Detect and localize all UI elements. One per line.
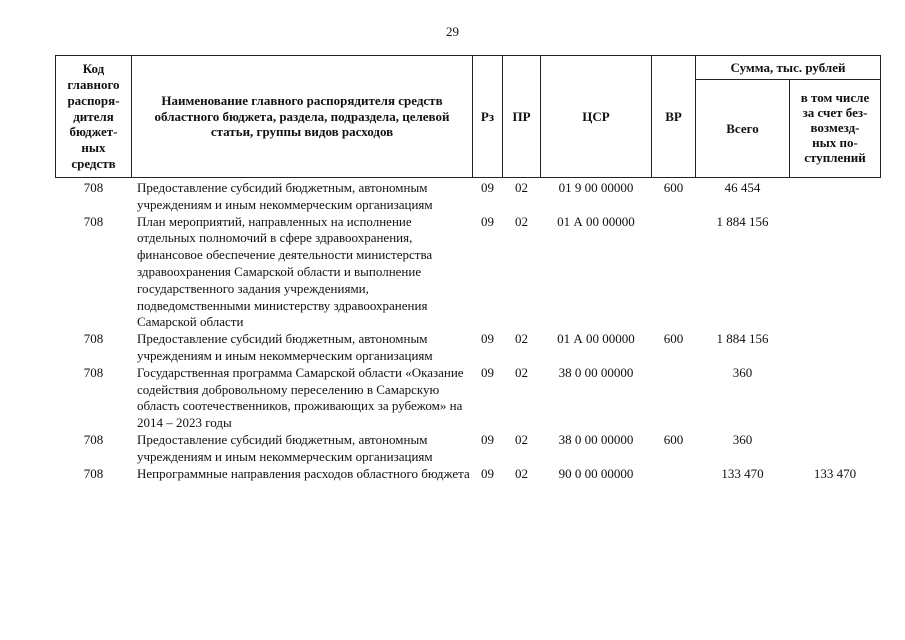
row-total: 1 884 156: [716, 331, 769, 347]
row-csr: 01 9 00 00000: [558, 180, 634, 195]
row-free: 133 470: [813, 465, 857, 481]
row-pr: 02: [515, 364, 528, 380]
row-total: 360: [732, 431, 753, 447]
table-body: [55, 180, 881, 482]
header-sum-cell: [695, 55, 881, 80]
header-vr-label: ВР: [665, 108, 682, 124]
header-total-label: Всего: [726, 120, 759, 136]
header-name-label: Наименование главного распорядителя средств областного бюджета, раздела, подраздела, целевой статьи, группы видов расходов: [154, 92, 450, 140]
row-name: План мероприятий, направленных на исполнение отдельных полномочий в сфере здравоохранения, финансовое обеспечение деятельности министерства здравоохранения Самарской области и выполнение государственного задания учреждениями, подведомственными министерству здравоохранения Самарской области: [137, 213, 433, 330]
row-code: 708: [83, 465, 104, 481]
header-free-label: в том числе за счет без- возмезд- ных по- ступлений: [800, 90, 870, 165]
row-code: 708: [83, 364, 104, 380]
row-csr: 90 0 00 00000: [558, 465, 634, 481]
header-pr-label: ПР: [512, 108, 531, 124]
header-csr-cell: [540, 55, 652, 178]
row-rz: 09: [481, 465, 494, 481]
row-rz: 09: [481, 180, 494, 195]
row-code: 708: [83, 213, 104, 229]
header-rz-label: Рз: [480, 108, 495, 124]
row-code: 708: [83, 180, 104, 195]
row-code: 708: [83, 431, 104, 447]
table-row: [55, 365, 881, 432]
row-csr: 38 0 00 00000: [558, 431, 634, 447]
row-rz: 09: [481, 431, 494, 447]
row-pr: 02: [515, 331, 528, 347]
row-code: 708: [83, 331, 104, 347]
table-header: [55, 55, 881, 178]
row-name: Предоставление субсидий бюджетным, автономным учреждениям и иным некоммерческим организациям: [137, 431, 433, 464]
header-code-cell: [55, 55, 132, 178]
header-code-label: Код главного распоря- дителя бюджет- ных средств: [67, 60, 120, 172]
header-rz-cell: [472, 55, 503, 178]
header-sum-label: Сумма, тыс. рублей: [730, 59, 846, 75]
header-free-cell: [789, 79, 881, 178]
table-row: [55, 331, 881, 365]
row-vr: 600: [663, 180, 684, 195]
table-row: [55, 466, 881, 483]
table-row: [55, 180, 881, 214]
row-pr: 02: [515, 180, 528, 195]
row-total: 1 884 156: [716, 213, 769, 229]
row-name: Государственная программа Самарской области «Оказание содействия добровольному переселению в Самарскую область соотечественников, проживающих за рубежом» на 2014 – 2023 годы: [137, 364, 464, 431]
row-pr: 02: [515, 431, 528, 447]
row-name: Предоставление субсидий бюджетным, автономным учреждениям и иным некоммерческим организациям: [137, 331, 433, 363]
row-csr: 38 0 00 00000: [558, 364, 634, 380]
row-name: Предоставление субсидий бюджетным, автономным учреждениям и иным некоммерческим организациям: [137, 180, 433, 212]
table-row: [55, 432, 881, 466]
header-csr-label: ЦСР: [582, 108, 610, 124]
header-vr-cell: [651, 55, 696, 178]
row-rz: 09: [481, 331, 494, 347]
row-vr: 600: [663, 331, 684, 347]
row-pr: 02: [515, 465, 528, 481]
row-csr: 01 А 00 00000: [557, 331, 635, 347]
row-vr: 600: [663, 431, 684, 447]
row-pr: 02: [515, 213, 528, 229]
row-total: 133 470: [721, 465, 764, 481]
header-name-cell: [131, 55, 473, 178]
header-pr-cell: [502, 55, 541, 178]
row-total: 46 454: [724, 180, 761, 195]
page-number: 29: [446, 24, 459, 39]
header-total-cell: [695, 79, 790, 178]
row-name: Непрограммные направления расходов областного бюджета: [137, 465, 470, 481]
row-csr: 01 А 00 00000: [557, 213, 635, 229]
row-total: 360: [732, 364, 753, 380]
row-rz: 09: [481, 213, 494, 229]
table-row: [55, 214, 881, 332]
row-rz: 09: [481, 364, 494, 380]
